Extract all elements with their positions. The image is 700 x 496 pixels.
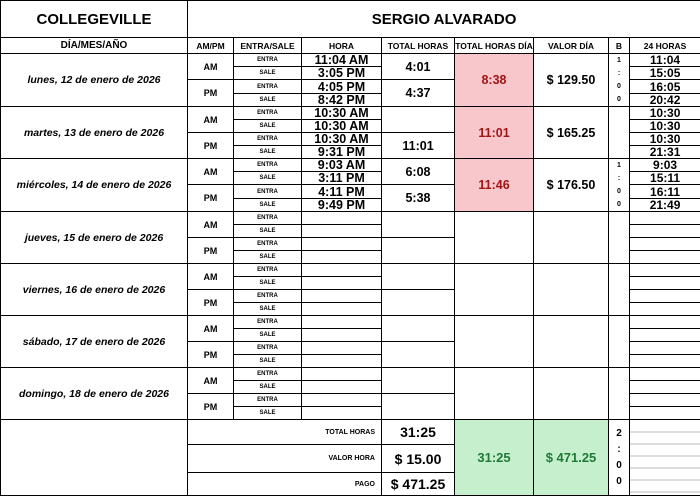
h24-cell: 16:05 bbox=[630, 80, 700, 94]
pm-label: PM bbox=[188, 394, 234, 420]
am-label: AM bbox=[188, 316, 234, 342]
col-header-valor-dia: VALOR DÍA bbox=[534, 38, 609, 54]
hora-cell bbox=[302, 368, 382, 381]
footer-day-total: 31:25 bbox=[477, 450, 510, 465]
b-value: 1 : 0 0 bbox=[609, 54, 630, 107]
am-total bbox=[382, 212, 455, 238]
valor-dia bbox=[534, 368, 609, 420]
day-total-cell bbox=[455, 264, 534, 316]
h24-cell: 21:31 bbox=[630, 146, 700, 159]
employee-name: SERGIO ALVARADO bbox=[188, 1, 700, 38]
day-total-cell bbox=[455, 212, 534, 264]
sale-label: SALE bbox=[234, 407, 302, 420]
h24-cell bbox=[630, 290, 700, 303]
entra-label: ENTRA bbox=[234, 238, 302, 251]
day-total-cell bbox=[455, 368, 534, 420]
h24-cell bbox=[630, 342, 700, 355]
pm-label: PM bbox=[188, 185, 234, 212]
day-date: viernes, 16 de enero de 2026 bbox=[1, 264, 188, 316]
h24-cell bbox=[630, 407, 700, 420]
pm-label: PM bbox=[188, 80, 234, 107]
valor-hora-label: VALOR HORA bbox=[188, 445, 382, 473]
day-date: sábado, 17 de enero de 2026 bbox=[1, 316, 188, 368]
day-date: domingo, 18 de enero de 2026 bbox=[1, 368, 188, 420]
pm-total: 5:38 bbox=[382, 185, 455, 212]
col-header-b: B bbox=[609, 38, 630, 54]
hora-cell: 10:30 AM bbox=[302, 133, 382, 146]
day-total-value: 11:46 bbox=[478, 178, 509, 192]
hora-cell bbox=[302, 290, 382, 303]
entra-label: ENTRA bbox=[234, 54, 302, 67]
h24-cell bbox=[630, 212, 700, 225]
h24-cell: 10:30 bbox=[630, 133, 700, 146]
h24-cell: 11:04 bbox=[630, 54, 700, 67]
hora-cell bbox=[302, 251, 382, 264]
h24-cell: 10:30 bbox=[630, 120, 700, 133]
entra-label: ENTRA bbox=[234, 316, 302, 329]
entra-label: ENTRA bbox=[234, 212, 302, 225]
footer-valor-total-cell bbox=[534, 420, 609, 496]
h24-cell: 15:05 bbox=[630, 67, 700, 80]
b-value bbox=[609, 107, 630, 159]
am-total bbox=[382, 107, 455, 133]
day-date: miércoles, 14 de enero de 2026 bbox=[1, 159, 188, 212]
b-value bbox=[609, 316, 630, 368]
valor-hora-value: $ 15.00 bbox=[382, 445, 455, 473]
entra-label: ENTRA bbox=[234, 107, 302, 120]
b-value: 1 : 0 0 bbox=[609, 159, 630, 212]
hora-cell: 3:11 PM bbox=[302, 172, 382, 185]
hora-cell: 4:11 PM bbox=[302, 185, 382, 199]
entra-label: ENTRA bbox=[234, 133, 302, 146]
hora-cell: 3:05 PM bbox=[302, 67, 382, 80]
hora-cell bbox=[302, 212, 382, 225]
b-value bbox=[609, 264, 630, 316]
pm-label: PM bbox=[188, 342, 234, 368]
am-label: AM bbox=[188, 368, 234, 394]
am-label: AM bbox=[188, 54, 234, 80]
entra-label: ENTRA bbox=[234, 264, 302, 277]
am-total bbox=[382, 368, 455, 394]
h24-cell bbox=[630, 355, 700, 368]
sale-label: SALE bbox=[234, 94, 302, 107]
entra-label: ENTRA bbox=[234, 342, 302, 355]
day-total-cell bbox=[455, 316, 534, 368]
footer-blank bbox=[1, 420, 188, 496]
am-label: AM bbox=[188, 264, 234, 290]
entra-label: ENTRA bbox=[234, 394, 302, 407]
h24-cell bbox=[630, 303, 700, 316]
valor-dia bbox=[534, 316, 609, 368]
sale-label: SALE bbox=[234, 67, 302, 80]
hora-cell bbox=[302, 355, 382, 368]
hora-cell bbox=[302, 264, 382, 277]
h24-cell bbox=[630, 277, 700, 290]
am-label: AM bbox=[188, 107, 234, 133]
h24-cell: 21:49 bbox=[630, 199, 700, 212]
hora-cell: 9:03 AM bbox=[302, 159, 382, 172]
pm-label: PM bbox=[188, 238, 234, 264]
day-total-cell bbox=[455, 54, 534, 107]
am-label: AM bbox=[188, 159, 234, 185]
pago-label: PAGO bbox=[188, 473, 382, 496]
am-label: AM bbox=[188, 212, 234, 238]
sale-label: SALE bbox=[234, 355, 302, 368]
hora-cell bbox=[302, 303, 382, 316]
h24-cell: 15:11 bbox=[630, 172, 700, 185]
entra-label: ENTRA bbox=[234, 368, 302, 381]
sale-label: SALE bbox=[234, 172, 302, 185]
h24-cell: 20:42 bbox=[630, 94, 700, 107]
footer-valor-total: $ 471.25 bbox=[546, 450, 597, 465]
col-header-total-horas-dia: TOTAL HORAS DÍA bbox=[455, 38, 534, 54]
day-total-value: 8:38 bbox=[481, 73, 506, 87]
day-date: jueves, 15 de enero de 2026 bbox=[1, 212, 188, 264]
hora-cell bbox=[302, 238, 382, 251]
am-total: 4:01 bbox=[382, 54, 455, 80]
h24-cell: 10:30 bbox=[630, 107, 700, 120]
location-title: COLLEGEVILLE bbox=[1, 1, 188, 38]
col-header-hora: HORA bbox=[302, 38, 382, 54]
h24-cell bbox=[630, 225, 700, 238]
total-horas-label: TOTAL HORAS bbox=[188, 420, 382, 445]
h24-cell: 16:11 bbox=[630, 185, 700, 199]
valor-dia bbox=[534, 264, 609, 316]
col-header-24-horas: 24 HORAS bbox=[630, 38, 700, 54]
hora-cell bbox=[302, 277, 382, 290]
footer-24-blank bbox=[630, 420, 700, 496]
h24-cell bbox=[630, 264, 700, 277]
hora-cell bbox=[302, 316, 382, 329]
sale-label: SALE bbox=[234, 146, 302, 159]
hora-cell: 11:04 AM bbox=[302, 54, 382, 67]
h24-cell bbox=[630, 329, 700, 342]
day-total-cell bbox=[455, 159, 534, 212]
valor-dia: $ 165.25 bbox=[534, 107, 609, 159]
pago-value: $ 471.25 bbox=[382, 473, 455, 496]
day-date: martes, 13 de enero de 2026 bbox=[1, 107, 188, 159]
entra-label: ENTRA bbox=[234, 185, 302, 199]
table-row bbox=[1, 107, 700, 120]
h24-cell bbox=[630, 368, 700, 381]
valor-dia: $ 129.50 bbox=[534, 54, 609, 107]
sale-label: SALE bbox=[234, 329, 302, 342]
table-row bbox=[1, 212, 700, 225]
table-row bbox=[1, 264, 700, 277]
pm-label: PM bbox=[188, 290, 234, 316]
table-row bbox=[1, 159, 700, 172]
pm-total bbox=[382, 394, 455, 420]
valor-dia bbox=[534, 212, 609, 264]
sale-label: SALE bbox=[234, 225, 302, 238]
h24-cell bbox=[630, 316, 700, 329]
table-row bbox=[1, 54, 700, 67]
hora-cell: 8:42 PM bbox=[302, 94, 382, 107]
hora-cell bbox=[302, 329, 382, 342]
pm-total: 11:01 bbox=[382, 133, 455, 159]
hora-cell: 10:30 AM bbox=[302, 120, 382, 133]
footer-b-value: 2 : 0 0 bbox=[609, 420, 630, 496]
pm-total: 4:37 bbox=[382, 80, 455, 107]
am-total bbox=[382, 316, 455, 342]
h24-cell bbox=[630, 251, 700, 264]
col-header-total-horas: TOTAL HORAS bbox=[382, 38, 455, 54]
hora-cell: 9:49 PM bbox=[302, 199, 382, 212]
hora-cell: 9:31 PM bbox=[302, 146, 382, 159]
am-total: 6:08 bbox=[382, 159, 455, 185]
pm-total bbox=[382, 290, 455, 316]
day-total-value: 11:01 bbox=[478, 126, 509, 140]
hora-cell: 10:30 AM bbox=[302, 107, 382, 120]
h24-cell bbox=[630, 381, 700, 394]
h24-cell bbox=[630, 238, 700, 251]
col-header-date: DÍA/MES/AÑO bbox=[1, 38, 188, 54]
sale-label: SALE bbox=[234, 199, 302, 212]
sale-label: SALE bbox=[234, 120, 302, 133]
sale-label: SALE bbox=[234, 277, 302, 290]
hora-cell bbox=[302, 394, 382, 407]
hora-cell bbox=[302, 225, 382, 238]
sale-label: SALE bbox=[234, 381, 302, 394]
hora-cell: 4:05 PM bbox=[302, 80, 382, 94]
col-header-ampm: AM/PM bbox=[188, 38, 234, 54]
pm-label: PM bbox=[188, 133, 234, 159]
valor-dia: $ 176.50 bbox=[534, 159, 609, 212]
entra-label: ENTRA bbox=[234, 290, 302, 303]
entra-label: ENTRA bbox=[234, 159, 302, 172]
am-total bbox=[382, 264, 455, 290]
day-date: lunes, 12 de enero de 2026 bbox=[1, 54, 188, 107]
footer-row bbox=[1, 420, 700, 445]
sale-label: SALE bbox=[234, 303, 302, 316]
h24-cell: 9:03 bbox=[630, 159, 700, 172]
h24-cell bbox=[630, 394, 700, 407]
entra-label: ENTRA bbox=[234, 80, 302, 94]
pm-total bbox=[382, 342, 455, 368]
pm-total bbox=[382, 238, 455, 264]
b-value bbox=[609, 212, 630, 264]
table-row bbox=[1, 316, 700, 329]
hora-cell bbox=[302, 381, 382, 394]
table-row bbox=[1, 368, 700, 381]
b-value bbox=[609, 368, 630, 420]
sale-label: SALE bbox=[234, 251, 302, 264]
hora-cell bbox=[302, 407, 382, 420]
total-horas-value: 31:25 bbox=[382, 420, 455, 445]
col-header-entra-sale: ENTRA/SALE bbox=[234, 38, 302, 54]
hora-cell bbox=[302, 342, 382, 355]
day-total-cell bbox=[455, 107, 534, 159]
footer-day-total-cell bbox=[455, 420, 534, 496]
